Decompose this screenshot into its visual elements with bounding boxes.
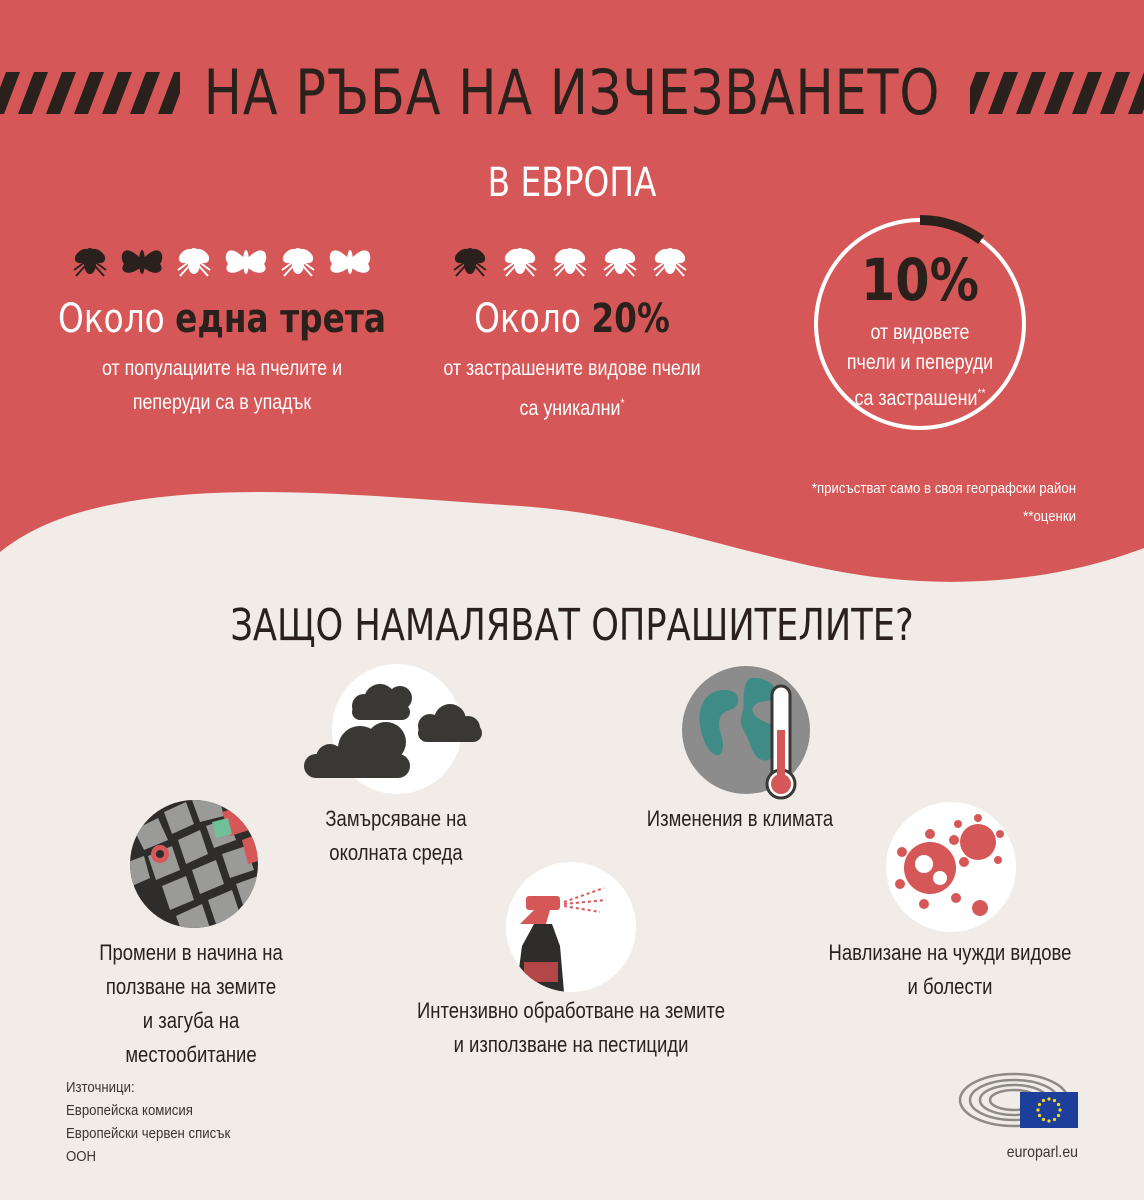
- cause-land: [78, 936, 305, 1072]
- stat-three-line3: са застрашени**: [854, 386, 986, 410]
- cause-pollution: [287, 802, 505, 870]
- bee-icon: [452, 246, 488, 276]
- pesticide-circle: [506, 862, 636, 992]
- sources-heading: Източници:: [66, 1079, 135, 1096]
- stat-two-description: [402, 352, 742, 426]
- insect-row-1: [66, 240, 382, 284]
- bee-icon: [652, 246, 688, 276]
- stat-one-description: [52, 352, 392, 420]
- butterfly-icon: [330, 250, 371, 274]
- footnote-one: *присъстват само в своя географски район: [811, 480, 1076, 497]
- stat-two: [372, 296, 772, 342]
- cause-invasive: [824, 936, 1076, 1004]
- stat-one-value: една трета: [175, 296, 386, 342]
- stat-two-line1: от застрашените видове пчели: [443, 357, 701, 380]
- invasive-circle: [886, 802, 1016, 932]
- stat-one-prefix: Около: [58, 296, 165, 342]
- sources: [66, 1076, 295, 1168]
- cause-climate-line1: Изменения в климата: [646, 806, 834, 831]
- stat-two-value: 20%: [591, 296, 670, 342]
- stat-three-description: [835, 318, 1005, 414]
- spray-bottle-icon: [506, 862, 636, 992]
- source-item: Европейска комисия: [66, 1102, 193, 1119]
- map-icon: [128, 800, 262, 930]
- cause-land-line2: ползване на земите: [105, 974, 277, 999]
- stat-one-headline: [58, 296, 386, 342]
- stat-one: [22, 296, 422, 342]
- butterfly-icon: [226, 250, 267, 274]
- bee-icon: [72, 246, 108, 276]
- page-title: НА РЪБА НА ИЗЧЕЗВАНЕТО: [203, 56, 941, 129]
- cause-land-line3: и загуба на местообитание: [125, 1008, 257, 1067]
- cause-pesticides: [416, 994, 727, 1062]
- virus-icon: [886, 802, 1016, 932]
- clouds-icon: [300, 676, 490, 786]
- cause-pesticides-line2: и използване на пестициди: [453, 1032, 689, 1057]
- section-title: ЗАЩО НАМАЛЯВАТ ОПРАШИТЕЛИТЕ?: [230, 600, 914, 651]
- cause-invasive-line1: Навлизане на чужди видове: [828, 940, 1072, 965]
- stat-two-headline: [408, 296, 736, 342]
- stat-three-percent: 10%: [860, 246, 979, 314]
- europarl-link[interactable]: europarl.eu: [1006, 1144, 1078, 1161]
- cause-land-line1: Промени в начина на: [99, 940, 283, 965]
- stat-one-line1: от популациите на пчелите и: [101, 357, 343, 380]
- stat-two-line2: са уникални*: [519, 396, 625, 420]
- bee-icon: [552, 246, 588, 276]
- cause-climate: [631, 802, 849, 836]
- cause-pollution-line2: околната среда: [329, 840, 463, 865]
- european-parliament-logo: [956, 1066, 1080, 1130]
- page-subtitle: В ЕВРОПА: [487, 160, 657, 206]
- source-item: Европейски червен списък: [66, 1125, 231, 1142]
- bee-icon: [176, 246, 212, 276]
- butterfly-icon: [122, 250, 163, 274]
- stat-three-line2: пчели и пеперуди: [846, 351, 994, 374]
- cause-pollution-line1: Замърсяване на: [325, 806, 467, 831]
- cause-pesticides-line1: Интензивно обработване на земите: [416, 998, 726, 1023]
- footnote-two: **оценки: [1023, 508, 1076, 525]
- stat-two-prefix: Около: [474, 296, 581, 342]
- cause-invasive-line2: и болести: [907, 974, 993, 999]
- bee-icon: [280, 246, 316, 276]
- bee-icon: [502, 246, 538, 276]
- source-item: ООН: [66, 1148, 97, 1165]
- insect-row-2: [446, 240, 700, 284]
- stat-three-line1: от видовете: [870, 321, 970, 344]
- globe-thermometer-icon: [680, 664, 820, 804]
- bee-icon: [602, 246, 638, 276]
- stat-one-line2: пеперуди са в упадък: [132, 391, 312, 414]
